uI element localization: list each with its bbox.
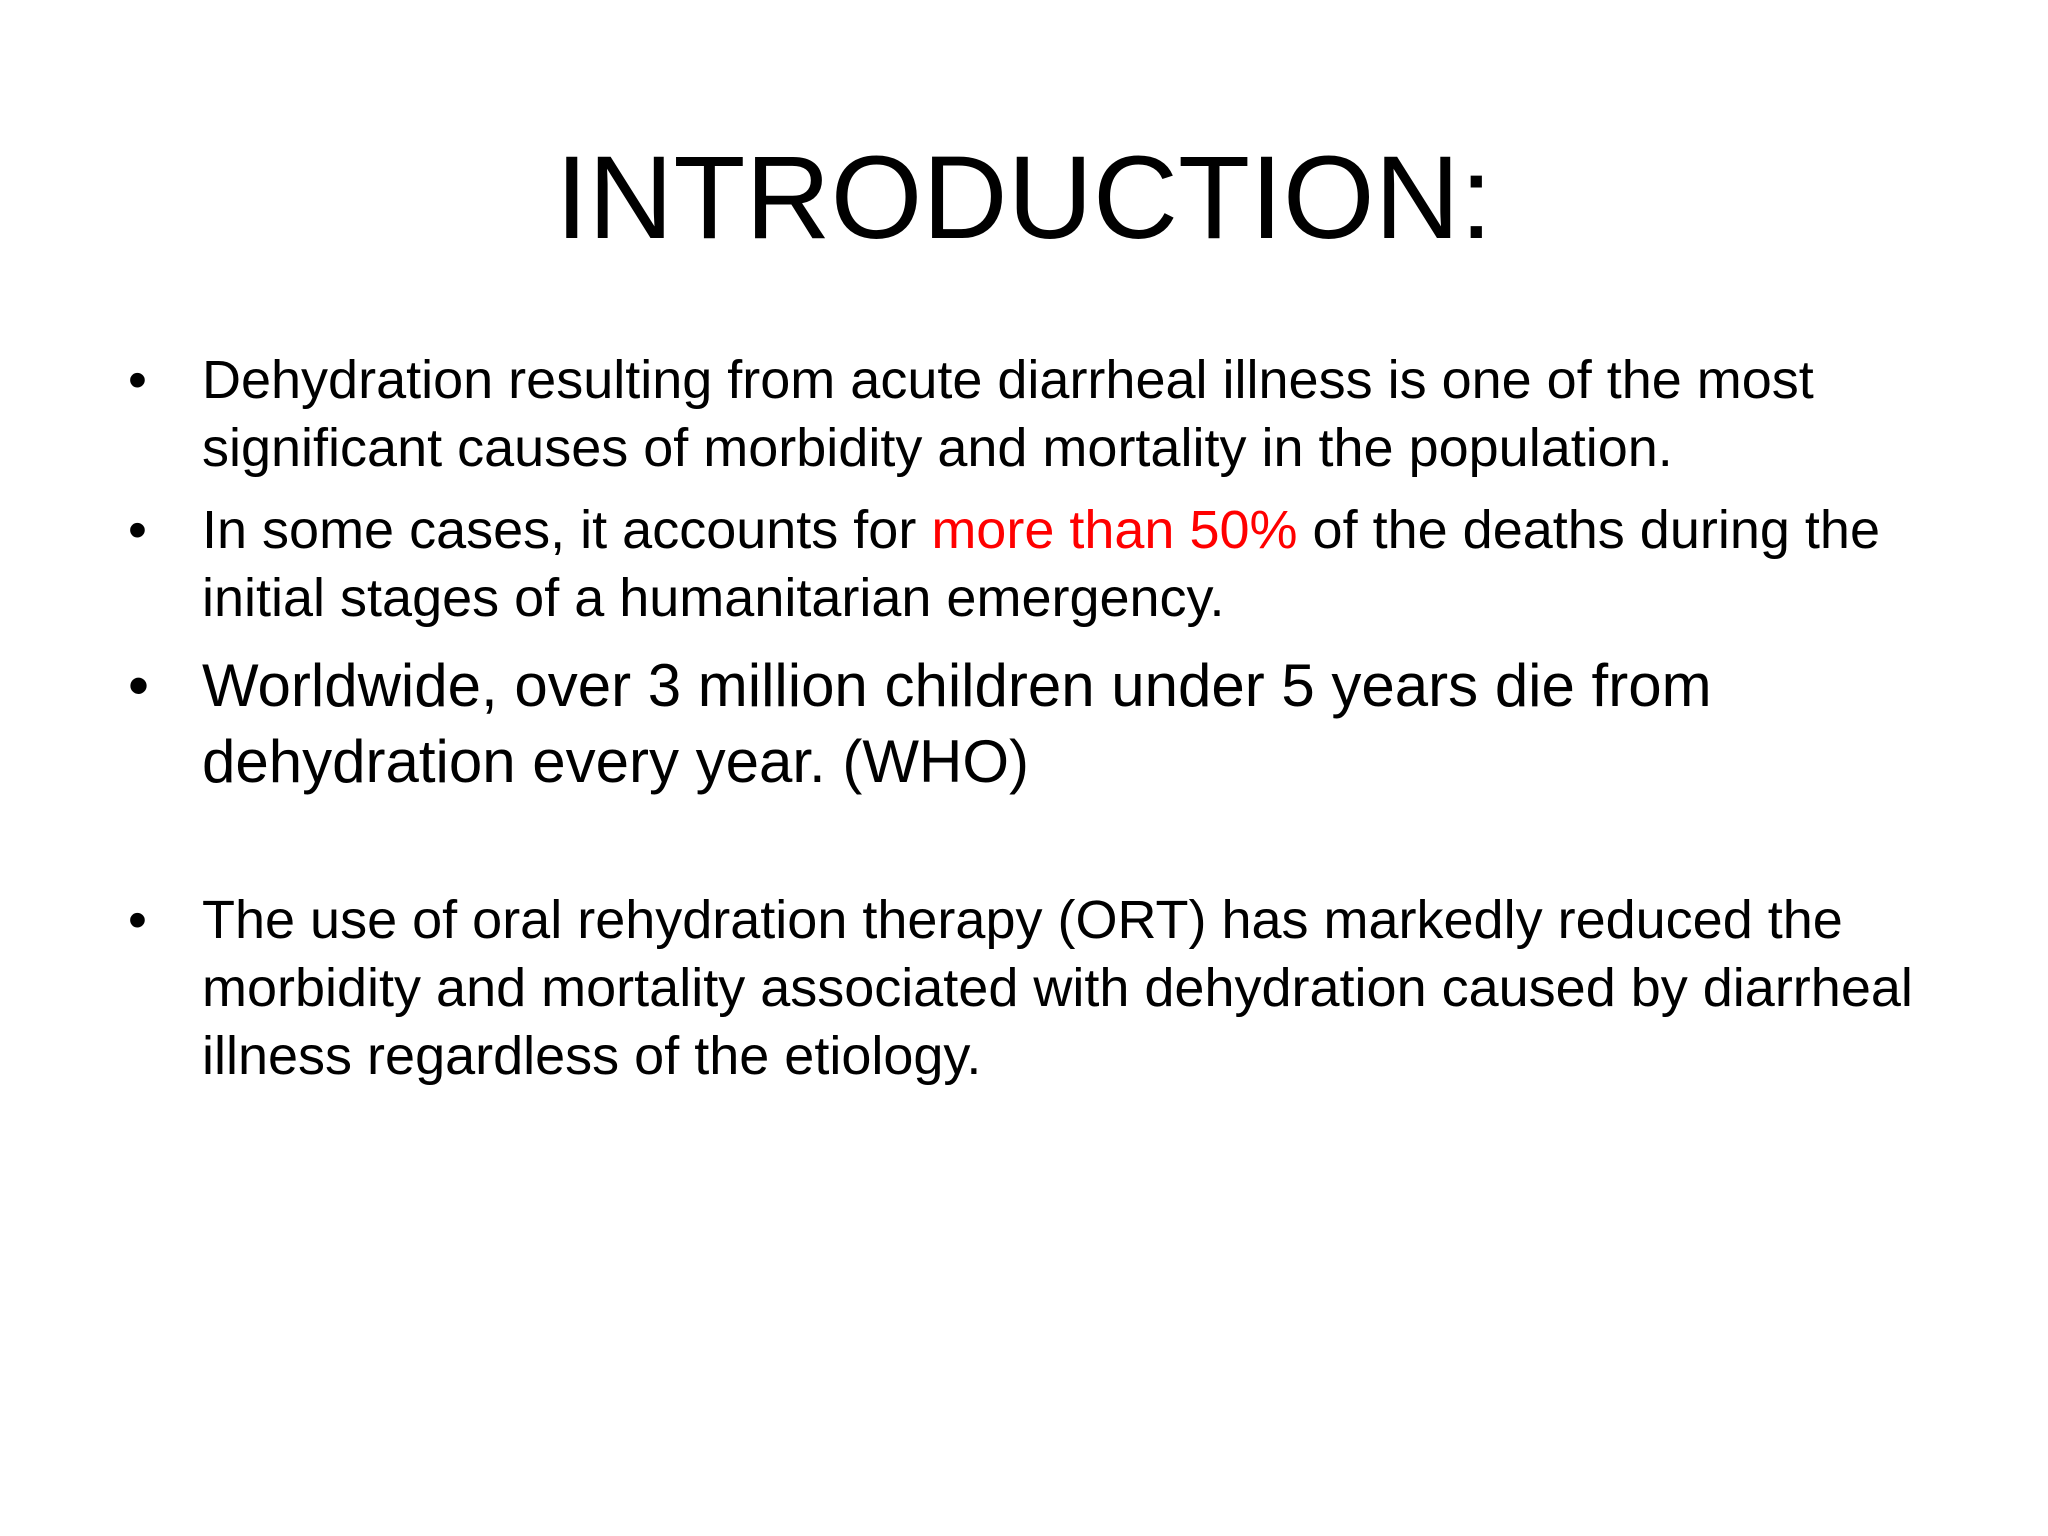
bullet-list <box>128 346 1958 1090</box>
bullet-icon: • <box>128 890 147 950</box>
bullet-item-humanitarian <box>128 496 1958 632</box>
bullet-text: The use of oral rehydration therapy (ORT) has markedly reduced the morbidity and mortality associated with dehydration caused by diarrheal illness regardless of the etiology. <box>202 890 1913 1086</box>
bullet-text-before: In some cases, it accounts for <box>202 500 932 560</box>
slide-title: INTRODUCTION: <box>555 132 1493 264</box>
bullet-item-dehydration <box>128 346 1958 482</box>
bullet-text-after: of the deaths during the initial stages of a humanitarian emergency. <box>202 500 1880 628</box>
bullet-icon: • <box>128 350 147 410</box>
bullet-highlight-text: more than 50% <box>931 500 1298 560</box>
bullet-text: Dehydration resulting from acute diarrheal illness is one of the most significant causes of morbidity and mortality in the population. <box>202 350 1814 478</box>
bullet-text: Worldwide, over 3 million children under 5 years die from dehydration every year. (WHO) <box>202 652 1712 795</box>
bullet-item-ort <box>128 886 1958 1090</box>
bullet-item-worldwide <box>128 648 1958 800</box>
bullet-icon: • <box>128 500 147 560</box>
bullet-icon: • <box>128 652 150 719</box>
